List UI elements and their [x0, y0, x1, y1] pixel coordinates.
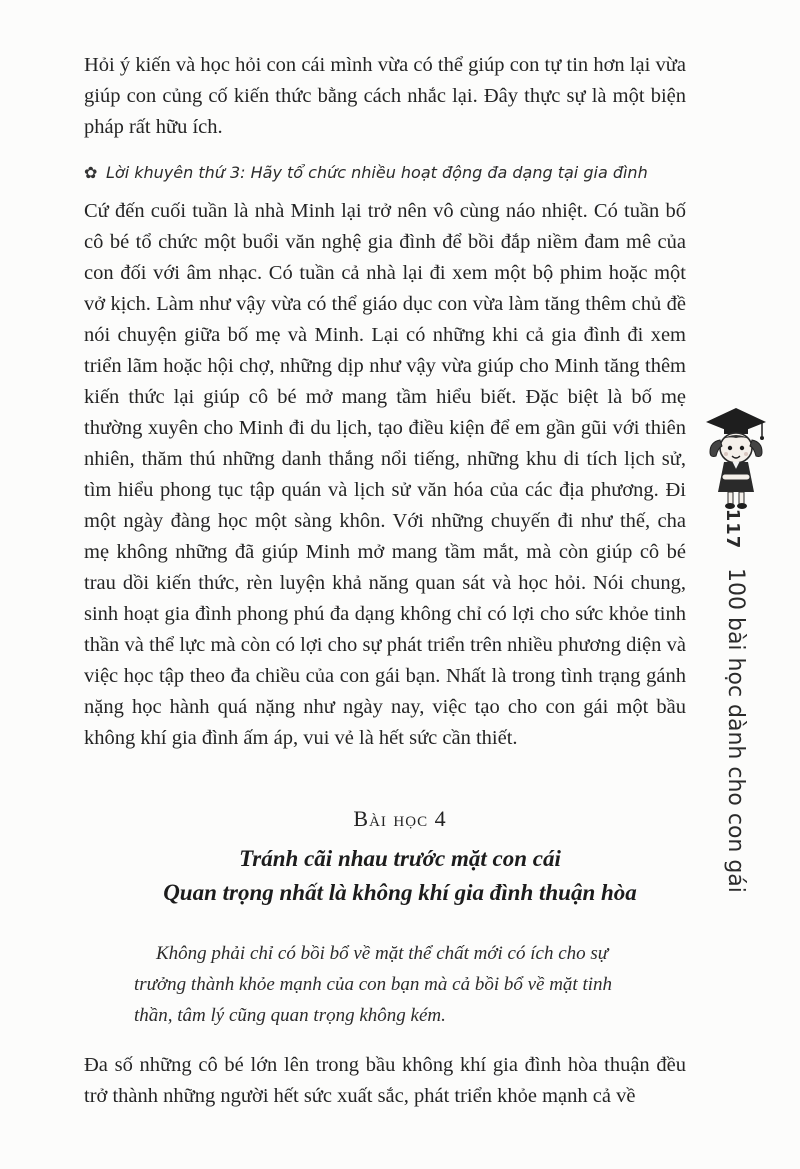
quote-text: Không phải chỉ có bồi bổ về mặt thể chất mới có ích cho sự trưởng thành khỏe mạnh của con bạn mà cả bồi bổ về mặt tinh thần, tâm lý cũng quan trọng không kém. — [134, 943, 613, 1026]
lesson-title-line-1: Tránh cãi nhau trước mặt con cái — [239, 846, 561, 871]
running-title-container — [716, 568, 756, 893]
paragraph-continuation — [84, 1050, 686, 1112]
paragraph-text: Hỏi ý kiến và học hỏi con cái mình vừa có thể giúp con tự tin hơn lại vừa giúp con củng cố kiến thức bằng cách nhắc lại. Đây thực sự là một biện pháp rất hữu ích. — [84, 54, 686, 138]
tip-heading — [84, 160, 704, 186]
paragraph-main — [84, 196, 686, 754]
lesson-title — [0, 842, 800, 910]
paragraph-intro — [84, 50, 686, 143]
tip-text: Lời khuyên thứ 3: Hãy tổ chức nhiều hoạt động đa dạng tại gia đình — [106, 163, 648, 182]
paragraph-text: Đa số những cô bé lớn lên trong bầu không khí gia đình hòa thuận đều trở thành những người hết sức xuất sắc, phát triển khỏe mạnh cả về — [84, 1054, 686, 1107]
flower-icon: ✿ — [84, 163, 98, 182]
lesson-number — [0, 806, 800, 832]
running-title: 100 bài học dành cho con gái — [723, 568, 748, 893]
page-number: 117 — [722, 508, 743, 550]
paragraph-text: Cứ đến cuối tuần là nhà Minh lại trở nên vô cùng náo nhiệt. Có tuần bố cô bé tổ chức một buổi văn nghệ gia đình để bồi đắp niềm đam mê của con đối với âm nhạc. Có tuần cả nhà lại đi xem một bộ phim hoặc một vở kịch. Làm như vậy vừa có thể giáo dục con vừa làm tăng thêm chủ đề nói chuyện giữa bố mẹ và Minh. Lại có những khi cả gia đình đi xem triển lãm hoặc hội chợ, những dịp như vậy vừa giúp cho Minh tăng thêm kiến thức lại giúp cô bé mở mang tầm hiểu biết. Đặc biệt là bố mẹ thường xuyên cho Minh đi du lịch, tạo điều kiện để em gần gũi với thiên nhiên, thăm thú những danh thắng nổi tiếng, những khu di tích lịch sử, tìm hiểu phong tục tập quán và lịch sử văn hóa của các địa phương. Đi một ngày đàng học một sàng khôn. Với những chuyến đi như thế, cha mẹ không những đã giúp Minh mở mang tầm mắt, mà còn giúp cô bé trau dồi kiến thức, rèn luyện khả năng quan sát và học hỏi. Nói chung, sinh hoạt gia đình phong phú đa dạng không chỉ có lợi cho sức khỏe tinh thần và thể lực mà còn có lợi cho sự phát triển trên nhiều phương diện và việc học tập theo đa chiều của con gái bạn. Nhất là trong tình trạng gánh nặng học hành quá nặng như ngày nay, việc tạo cho con gái một bầu không khí gia đình ấm áp, vui vẻ là hết sức cần thiết. — [84, 200, 686, 749]
lesson-title-line-2: Quan trọng nhất là không khí gia đình thuận hòa — [163, 880, 637, 905]
girl-graduate-icon — [700, 400, 770, 512]
epigraph-quote — [134, 938, 614, 1031]
lesson-number-text: Bài học 4 — [353, 806, 447, 831]
